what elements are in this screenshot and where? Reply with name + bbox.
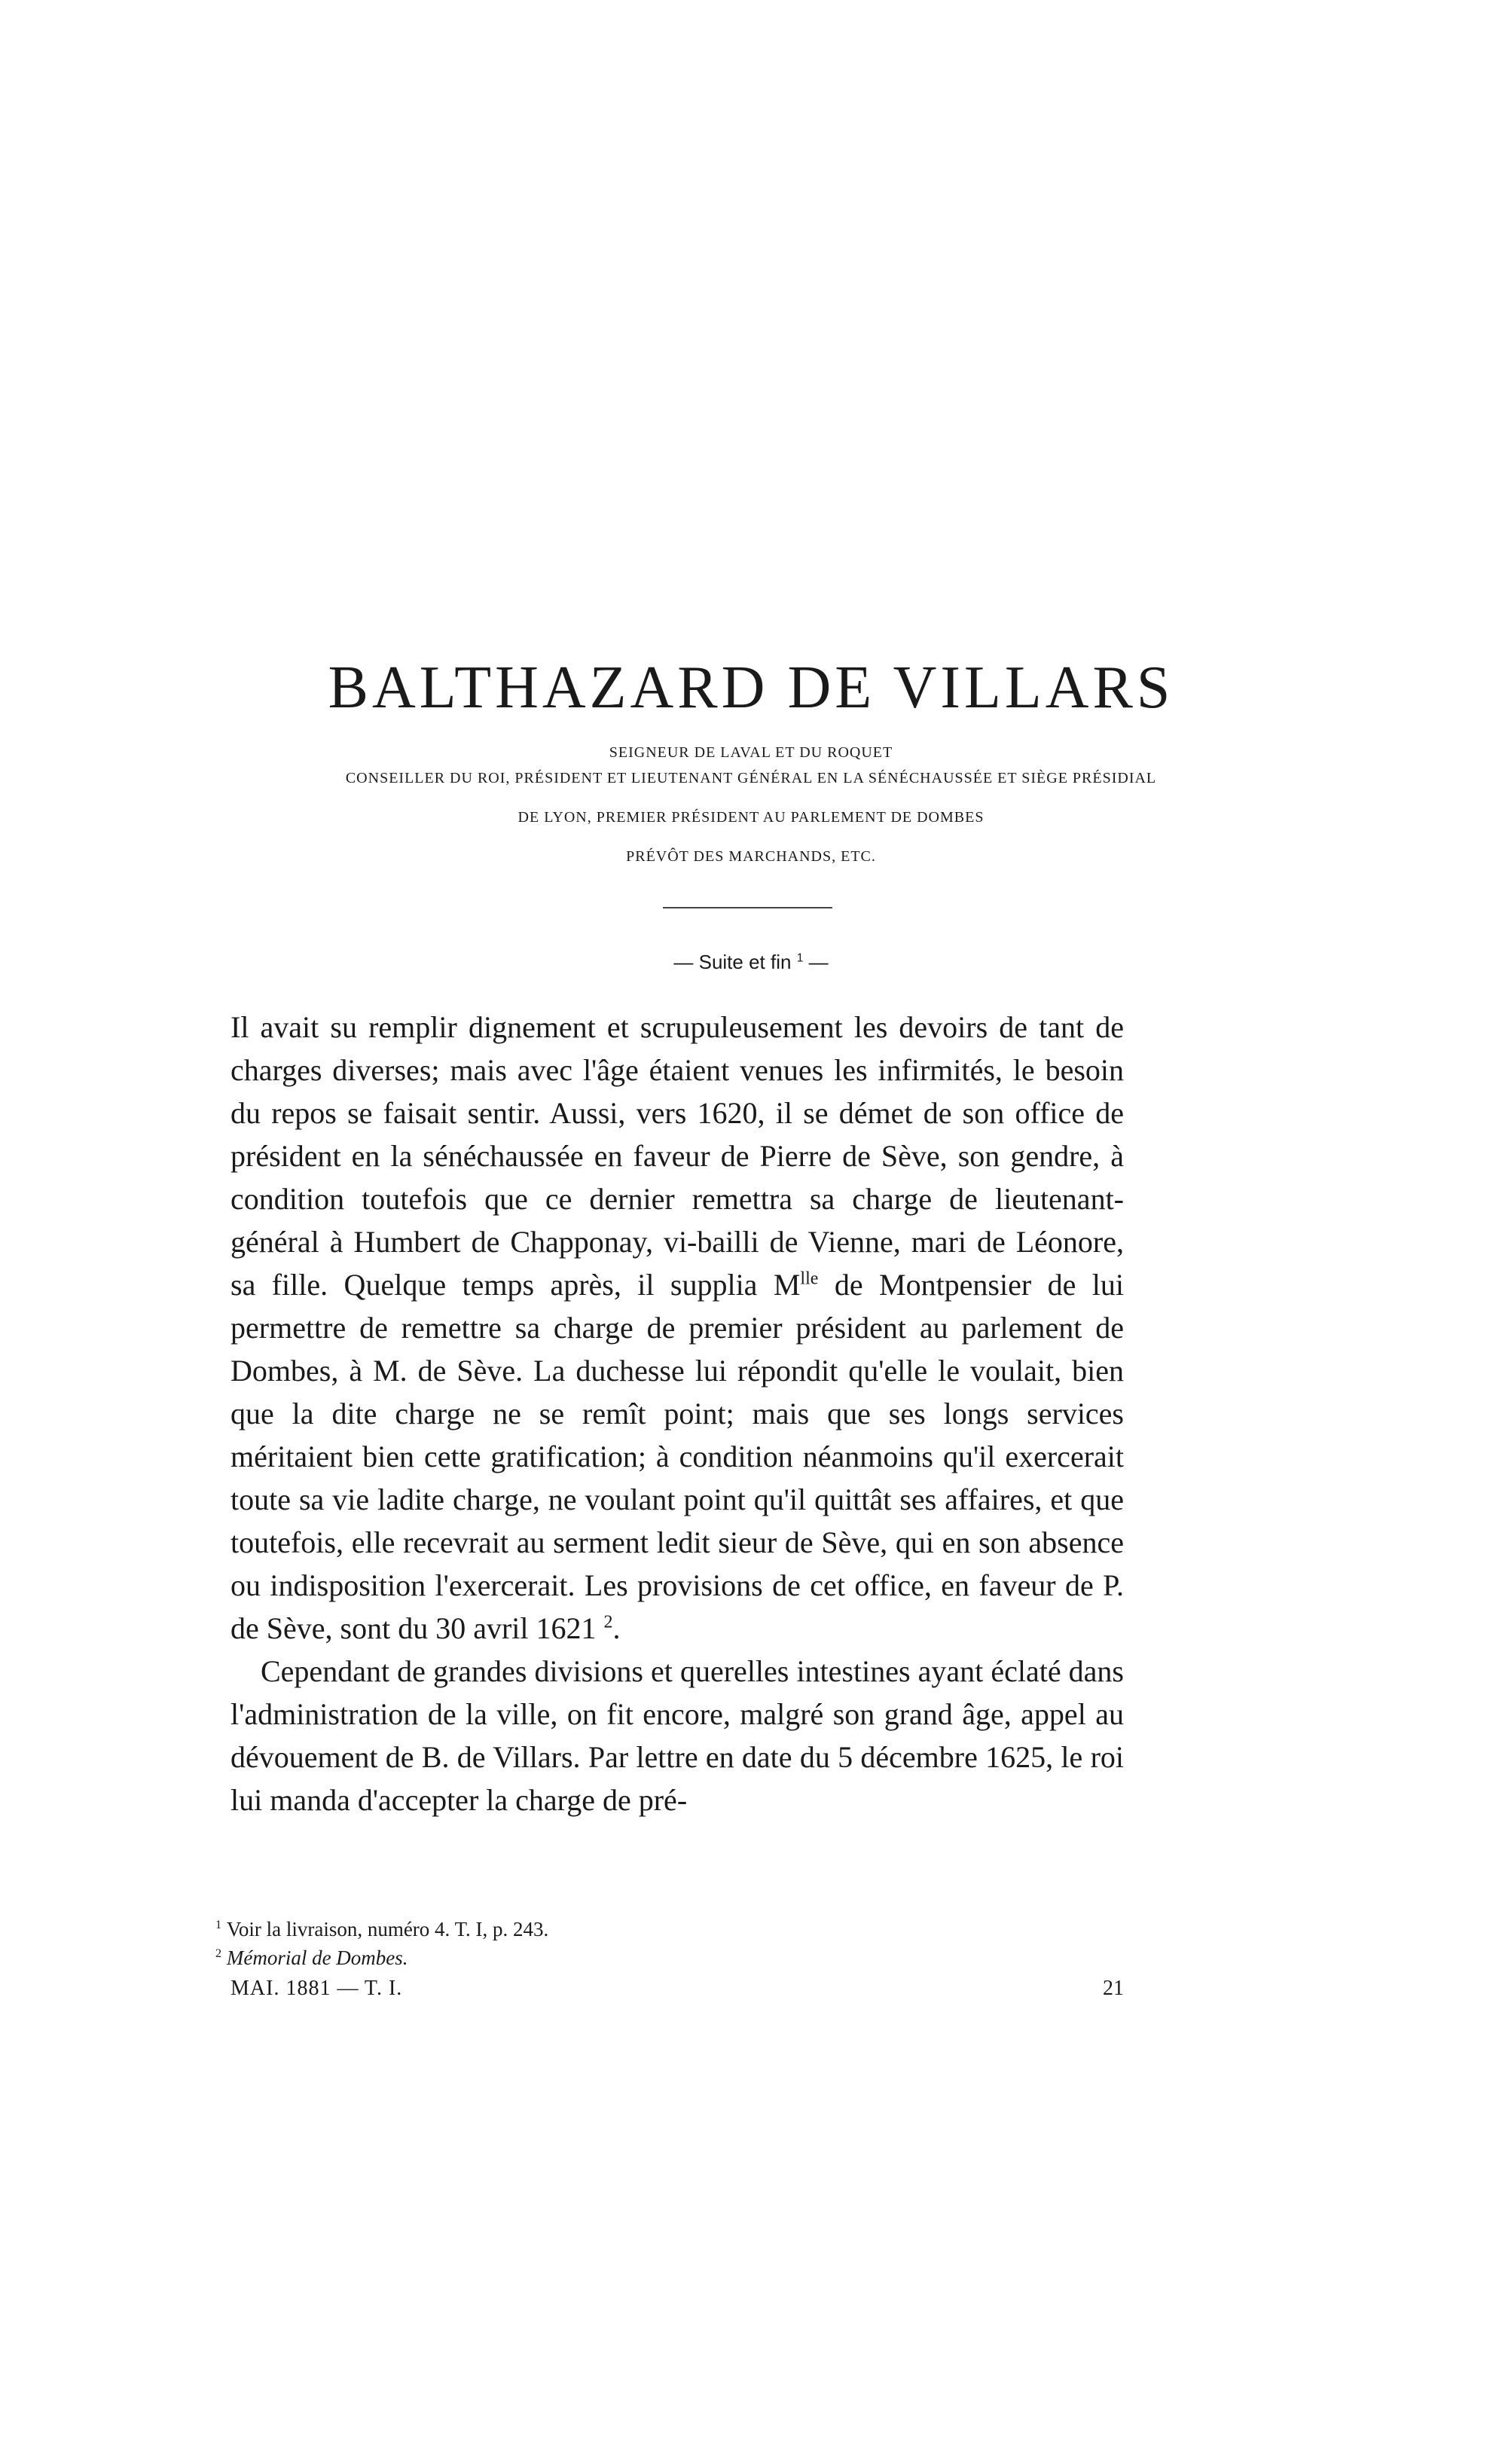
paragraph-2 xyxy=(230,1650,1124,1821)
footnote-1 xyxy=(215,1915,1119,1943)
footnote-2-text: Mémorial de Dombes. xyxy=(226,1946,408,1969)
article-body xyxy=(230,1006,1124,1821)
suite-dash: — xyxy=(803,951,829,973)
paragraph-1-end: . xyxy=(612,1611,621,1645)
page-title: BALTHAZARD DE VILLARS xyxy=(328,655,1174,721)
suite-text: — Suite et fin xyxy=(673,951,792,973)
footnote-2-number: 2 xyxy=(215,1946,222,1960)
footer-issue: MAI. 1881 — T. I. xyxy=(230,1977,403,2000)
subtitle-line-2: CONSEILLER DU ROI, PRÉSIDENT ET LIEUTENANT GÉNÉRAL EN LA SÉNÉCHAUSSÉE ET SIÈGE PRÉSIDIAL xyxy=(345,770,1157,786)
mlle-superscript: lle xyxy=(800,1269,819,1289)
title-divider xyxy=(663,907,832,908)
paragraph-1-text-a: Il avait su remplir dignement et scrupuleusement les devoirs de tant de charges diverses; mais avec l'âge étaient venues les infirmités, le besoin du repos se faisait sentir. Aussi, vers 1620, il se démet de son office de président en la sénéchaussée en faveur de Pierre de Sève, son gendre, à condition toutefois que ce dernier remettra sa charge de lieutenant-général à Humbert de Chapponay, vi-bailli de Vienne, mari de Léonore, sa fille. Quelque temps après, il supplia M xyxy=(230,1010,1124,1302)
footnote-ref-1[interactable]: 1 xyxy=(796,951,804,965)
suite-et-fin xyxy=(0,951,1502,974)
subtitle-line-1: SEIGNEUR DE LAVAL ET DU ROQUET xyxy=(609,744,893,761)
footnote-2 xyxy=(215,1943,1119,1972)
paragraph-2-text: Cependant de grandes divisions et querelles intestines ayant éclaté dans l'administration de la ville, on fit encore, malgré son grand âge, appel au dévouement de B. de Villars. Par lettre en date du 5 décembre 1625, le roi lui manda d'accepter la charge de pré- xyxy=(230,1654,1124,1817)
page-number: 21 xyxy=(1103,1977,1124,2000)
footnote-ref-2[interactable]: 2 xyxy=(603,1612,613,1632)
paragraph-1 xyxy=(230,1006,1124,1650)
subtitle-line-3: DE LYON, PREMIER PRÉSIDENT AU PARLEMENT DE DOMBES xyxy=(517,809,985,826)
paragraph-1-text-b: de Montpensier de lui permettre de remettre sa charge de premier président au parlement de Dombes, à M. de Sève. La duchesse lui répondit qu'elle le voulait, bien que la dite charge ne se remît point; mais que ses longs services méritaient bien cette gratification; à condition néanmoins qu'il exercerait toute sa vie ladite charge, ne voulant point qu'il quittât ses affaires, et que toutefois, elle recevrait au serment ledit sieur de Sève, qui en son absence ou indisposition l'exercerait. Les provisions de cet office, en faveur de P. de Sève, sont du 30 avril 1621 xyxy=(230,1268,1124,1645)
footnotes xyxy=(215,1915,1119,1972)
footnote-1-text: Voir la livraison, numéro 4. T. I, p. 243. xyxy=(226,1918,549,1940)
footnote-1-number: 1 xyxy=(215,1918,222,1931)
subtitle-line-4: PRÉVÔT DES MARCHANDS, ETC. xyxy=(626,848,876,865)
